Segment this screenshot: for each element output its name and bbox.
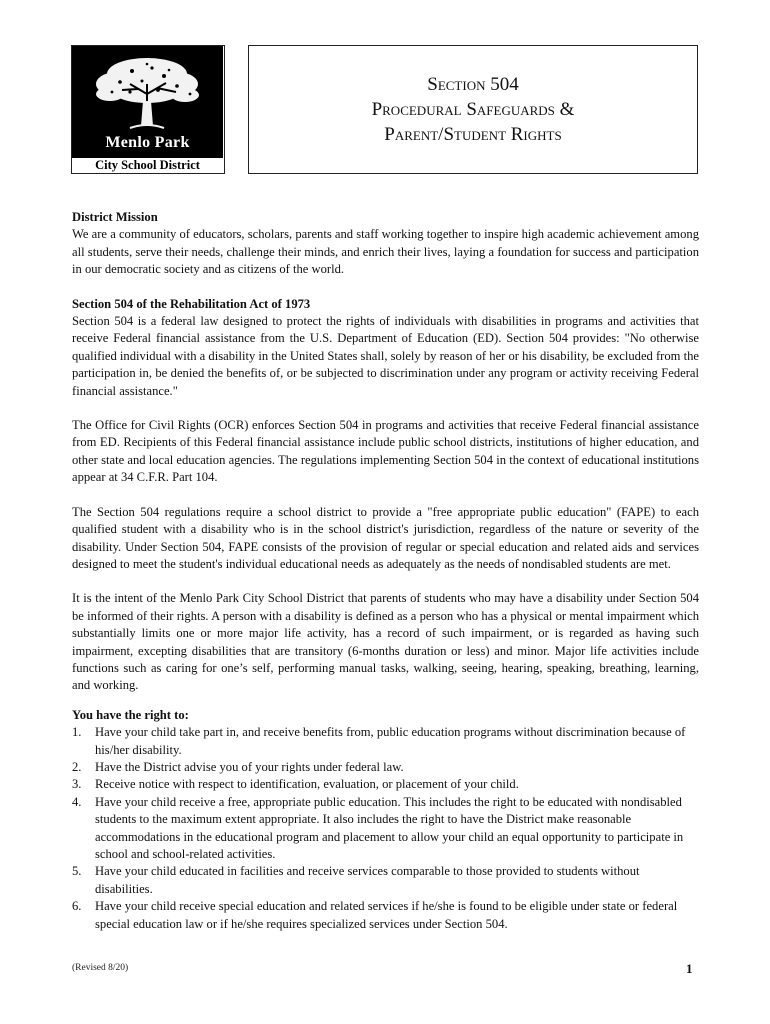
logo-district-name: Menlo Park bbox=[105, 134, 190, 151]
section-504-text: Section 504 is a federal law designed to protect the rights of individuals with disabilities in programs and activities that receive Federal financial assistance from the U.S. Department of Education (ED). Section 504 provides: "No otherwise qualified individual with a disability in the United States shall, solely by reason of her or his disability, be excluded from the participation in, be denied the benefits of, or be subjected to discrimination under any program or activity receiving Federal financial assistance." bbox=[72, 314, 699, 398]
list-item bbox=[72, 898, 699, 933]
title-line-3: Parent/Student Rights bbox=[384, 124, 562, 145]
title-line-2: Procedural Safeguards & bbox=[371, 99, 575, 120]
logo-district-subtitle: City School District bbox=[95, 158, 200, 172]
list-item-text: Have your child take part in, and receive benefits from, public education programs without discrimination because of his/her disability. bbox=[95, 725, 686, 757]
list-item-number: 5. bbox=[72, 864, 82, 879]
list-item bbox=[72, 794, 699, 864]
mission-text: We are a community of educators, scholars, parents and staff working together to inspire high academic achievement among all students, serve their needs, challenge their minds, and enrich their lives, laying a foundation for success and participation in our democratic society and as citizens of the world. bbox=[72, 227, 699, 277]
list-item-text: Have your child receive special education and related services if he/she is found to be eligible under state or federal special education law or if he/she requires specialized services under Section 504. bbox=[95, 899, 678, 931]
list-item-number: 6. bbox=[72, 899, 82, 914]
list-item-number: 3. bbox=[72, 777, 82, 792]
district-logo bbox=[71, 45, 225, 174]
list-item bbox=[72, 724, 699, 759]
list-item-number: 2. bbox=[72, 759, 82, 774]
document-body bbox=[72, 209, 699, 933]
list-item-text: Receive notice with respect to identification, evaluation, or placement of your child. bbox=[95, 777, 519, 792]
intent-paragraph: It is the intent of the Menlo Park City School District that parents of students who may have a disability under Section 504 be informed of their rights. A person with a disability is defined as a person who has a physical or mental impairment which substantially limits one or more major life activity, has a record of such impairment, or is regarded as having such impairment, excepting disabilities that are transitory (6-months duration or less) and minor. Major life activities include functions such as caring for one’s self, performing manual tasks, walking, seeing, hearing, speaking, breathing, learning, and working. bbox=[72, 591, 699, 693]
document-title-box bbox=[248, 45, 698, 174]
mission-heading: District Mission bbox=[72, 210, 158, 224]
page-number: 1 bbox=[686, 961, 693, 976]
list-item-text: Have your child educated in facilities and receive services comparable to those provided to students without disabilities. bbox=[95, 864, 640, 896]
list-item bbox=[72, 759, 699, 776]
list-item bbox=[72, 776, 699, 793]
section-504-heading: Section 504 of the Rehabilitation Act of 1973 bbox=[72, 296, 311, 311]
list-item-text: Have your child receive a free, appropriate public education. This includes the right to be educated with nondisabled students to the maximum extent appropriate. It also includes the right to have the District make reasonable accommodations in the educational program and placement to allow your child an equal opportunity to participate in school and school-related activities. bbox=[95, 794, 684, 861]
rights-list bbox=[72, 724, 699, 933]
rights-heading: You have the right to: bbox=[72, 707, 189, 722]
revision-note: (Revised 8/20) bbox=[72, 963, 129, 973]
fape-paragraph: The Section 504 regulations require a school district to provide a "free appropriate public education" (FAPE) to each qualified student with a disability who is in the school district's jurisdiction, regardless of the nature or severity of the disability. Under Section 504, FAPE consists of the provision of regular or special education and related aids and services designed to meet the student's individual educational needs as adequately as the needs of nondisabled students are met. bbox=[72, 504, 699, 571]
list-item-number: 4. bbox=[72, 794, 82, 809]
ocr-paragraph: The Office for Civil Rights (OCR) enforces Section 504 in programs and activities that receive Federal financial assistance from ED. Recipients of this Federal financial assistance include public school districts, institutions of higher education, and other state and local education agencies. The regulations implementing Section 504 in the context of educational institutions appear at 34 C.F.R. Part 104. bbox=[72, 418, 699, 485]
title-line-1: Section 504 bbox=[427, 74, 519, 95]
list-item-number: 1. bbox=[72, 725, 82, 740]
list-item bbox=[72, 863, 699, 898]
list-item-text: Have the District advise you of your rights under federal law. bbox=[95, 759, 404, 774]
